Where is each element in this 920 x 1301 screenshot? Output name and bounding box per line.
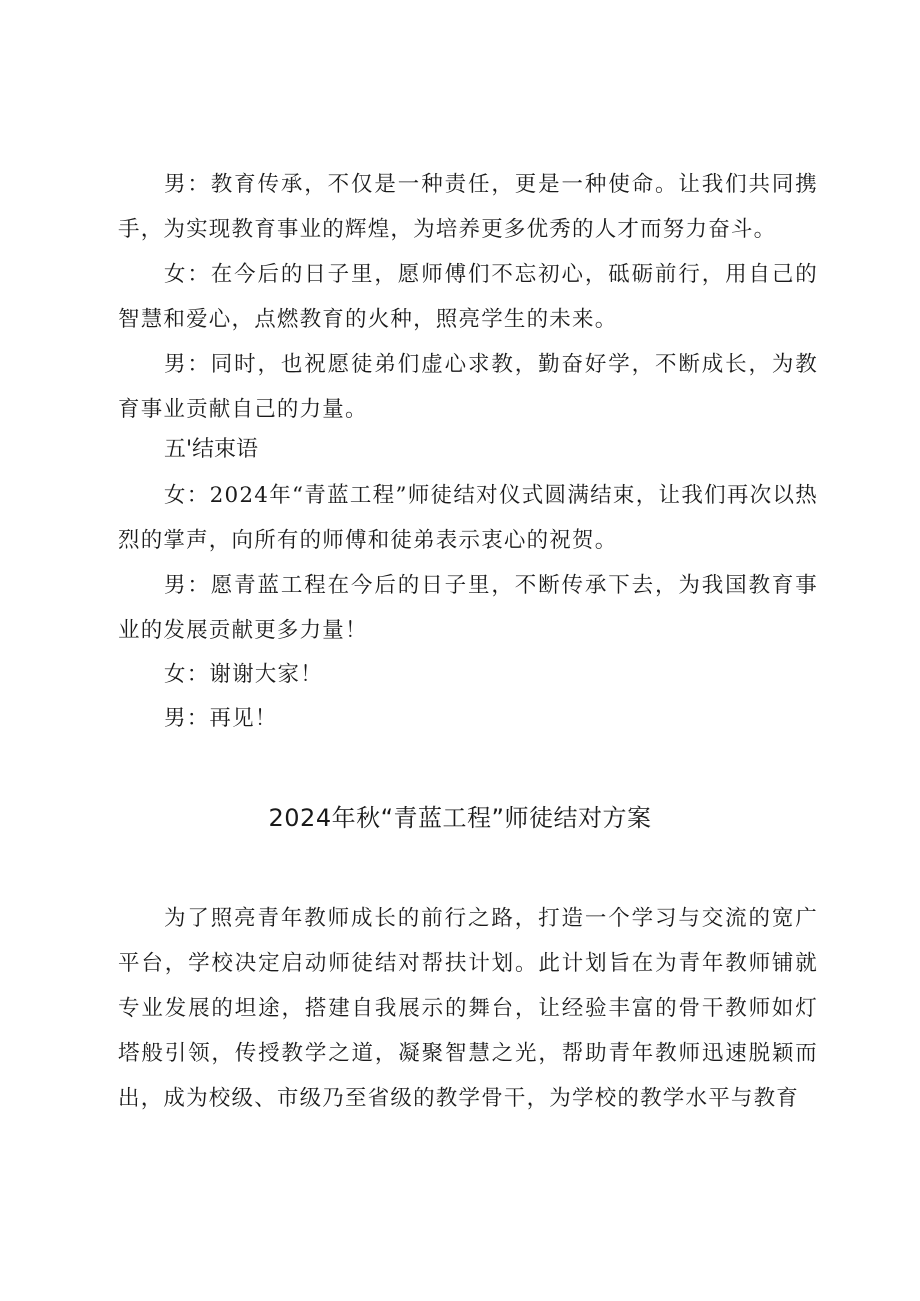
section-heading: 五'结束语 [164, 437, 259, 462]
plan-intro-paragraph: 为了照亮青年教师成长的前行之路，打造一个学习与交流的宽广平台，学校决定启动师徒结对帮扶计划。此计划旨在为青年教师铺就专业发展的坦途，搭建自我展示的舞台，让经验丰富的骨干教师如灯塔般引领，传授教学之道，凝聚智慧之光，帮助青年教师迅速脱颖而出，成为校级、市级乃至省级的教学骨干，为学校的教学水平与教育 [118, 906, 818, 1111]
dialogue-paragraph: 男：教育传承，不仅是一种责任，更是一种使命。让我们共同携手，为实现教育事业的辉煌，为培养更多优秀的人才而努力奋斗。 [118, 172, 818, 242]
dialogue-paragraph: 男：同时，也祝愿徒弟们虚心求教，勤奋好学，不断成长，为教育事业贡献自己的力量。 [118, 352, 818, 422]
dialogue-paragraph: 男：再见！ [164, 706, 278, 731]
dialogue-paragraph: 男：愿青蓝工程在今后的日子里，不断传承下去，为我国教育事业的发展贡献更多力量！ [118, 573, 818, 643]
dialogue-paragraph: 女：谢谢大家！ [164, 662, 323, 687]
dialogue-paragraph: 女：2024年“青蓝工程”师徒结对仪式圆满结束，让我们再次以热烈的掌声，向所有的师傅和徒弟表示衷心的祝贺。 [118, 483, 818, 553]
dialogue-paragraph: 女：在今后的日子里，愿师傅们不忘初心，砥砺前行，用自己的智慧和爱心，点燃教育的火种，照亮学生的未来。 [118, 262, 818, 332]
plan-title: 2024年秋“青蓝工程”师徒结对方案 [268, 804, 652, 832]
